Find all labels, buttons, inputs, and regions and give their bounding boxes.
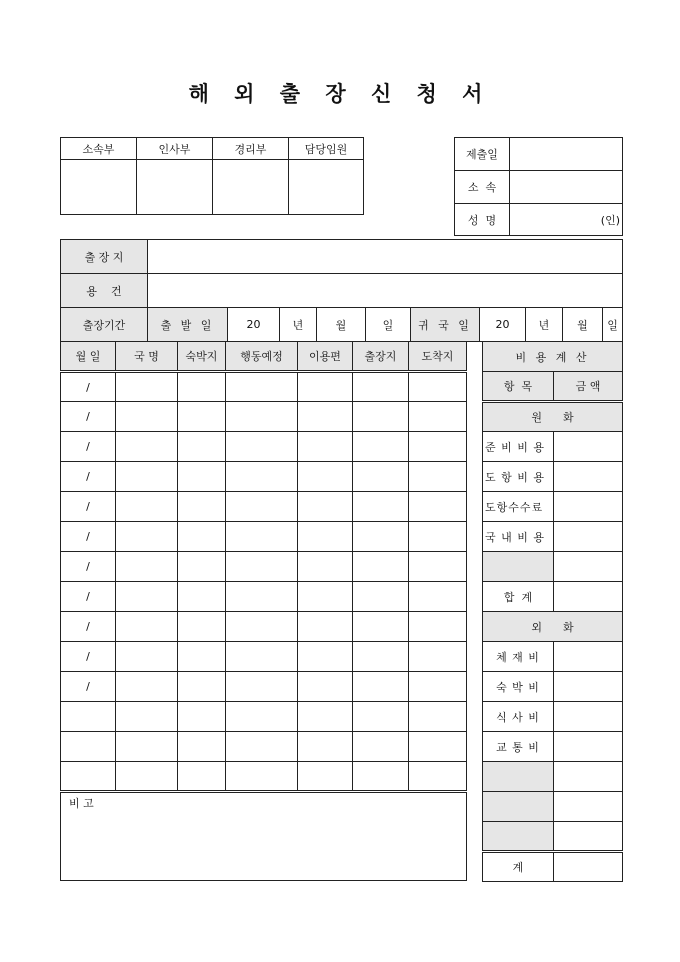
expense-item-label: 국 내 비 용 [483,522,554,552]
expense-item-label: 준 비 비 용 [483,432,554,462]
itinerary-cell-arrival-place[interactable] [409,582,467,612]
itinerary-cell-departure-place[interactable] [353,732,409,762]
return-month-unit: 월 [563,308,603,342]
itinerary-cell-lodging[interactable] [178,582,226,612]
itinerary-cell-transport[interactable] [298,402,353,432]
itinerary-cell-departure-place[interactable] [353,462,409,492]
return-year-unit: 년 [526,308,563,342]
date-slash: / [86,620,90,633]
itinerary-cell-transport[interactable] [298,462,353,492]
itinerary-cell-departure-place[interactable] [353,612,409,642]
expense-amount-field[interactable] [554,642,623,672]
itinerary-row [61,522,467,552]
purpose-label: 용 건 [61,274,148,308]
expense-row [483,762,623,792]
itinerary-cell-departure-place[interactable] [353,432,409,462]
itinerary-cell-country[interactable] [116,642,178,672]
date-slash: / [86,530,90,543]
itinerary-cell-arrival-place[interactable] [409,702,467,732]
itinerary-cell-lodging[interactable] [178,432,226,462]
itinerary-cell-country[interactable] [116,762,178,792]
itinerary-row [61,462,467,492]
destination-field[interactable] [148,240,623,274]
itinerary-cell-date[interactable] [61,402,116,432]
itinerary-cell-date[interactable] [61,732,116,762]
expense-row [483,852,623,882]
itinerary-cell-country[interactable] [116,552,178,582]
expense-amount-field[interactable] [554,432,623,462]
expense-row [483,612,623,642]
itinerary-cell-transport[interactable] [298,642,353,672]
depart-month-unit: 월 [317,308,366,342]
itinerary-row [61,642,467,672]
itinerary-cell-date[interactable] [61,462,116,492]
itinerary-cell-schedule[interactable] [226,762,298,792]
submit-name-field[interactable] [510,204,623,236]
itinerary-cell-lodging[interactable] [178,702,226,732]
expense-row [483,462,623,492]
date-slash: / [86,650,90,663]
itinerary-row [61,582,467,612]
expense-item-label [483,792,554,822]
expense-amount-field[interactable] [554,702,623,732]
itinerary-cell-transport[interactable] [298,432,353,462]
itinerary-row [61,612,467,642]
seal-mark: (인) [600,213,620,227]
date-slash: / [86,590,90,603]
itinerary-cell-lodging[interactable] [178,552,226,582]
itinerary-cell-country[interactable] [116,672,178,702]
expense-amount-field[interactable] [554,582,623,612]
itinerary-cell-schedule[interactable] [226,552,298,582]
return-year-prefix: 20 [480,308,526,342]
itinerary-cell-schedule[interactable] [226,462,298,492]
itinerary-row [61,372,467,402]
itinerary-cell-country[interactable] [116,462,178,492]
itinerary-cell-lodging[interactable] [178,462,226,492]
itinerary-cell-departure-place[interactable] [353,372,409,402]
itinerary-cell-transport[interactable] [298,702,353,732]
itinerary-row [61,672,467,702]
itinerary-cell-lodging[interactable] [178,732,226,762]
expense-item-header: 항 목 [483,372,554,402]
itinerary-cell-country[interactable] [116,732,178,762]
itinerary-cell-departure-place[interactable] [353,672,409,702]
expense-row [483,732,623,762]
itinerary-cell-lodging[interactable] [178,612,226,642]
itinerary-cell-departure-place[interactable] [353,492,409,522]
itinerary-row [61,702,467,732]
approval-stamp-executive[interactable] [289,160,364,215]
itinerary-cell-country[interactable] [116,582,178,612]
itinerary-cell-schedule[interactable] [226,582,298,612]
depart-year-prefix: 20 [228,308,280,342]
itinerary-cell-departure-place[interactable] [353,582,409,612]
expense-row [483,642,623,672]
itinerary-cell-schedule[interactable] [226,432,298,462]
note-label: 비 고 [69,797,94,810]
itinerary-header-country: 국 명 [116,342,178,372]
itinerary-cell-transport[interactable] [298,552,353,582]
itinerary-cell-country[interactable] [116,702,178,732]
itinerary-row [61,552,467,582]
itinerary-cell-arrival-place[interactable] [409,612,467,642]
expense-row [483,522,623,552]
grand-total-label: 계 [483,852,554,882]
approval-header-accounting: 경리부 [213,138,289,160]
itinerary-cell-country[interactable] [116,492,178,522]
itinerary-cell-arrival-place[interactable] [409,402,467,432]
itinerary-header-lodging: 숙박지 [178,342,226,372]
date-slash: / [86,560,90,573]
itinerary-cell-date[interactable] [61,522,116,552]
submit-name-label: 성 명 [455,204,510,236]
expense-item-label [483,822,554,852]
submit-date-field[interactable] [510,138,623,171]
expense-title: 비 용 계 산 [483,342,623,372]
itinerary-cell-transport[interactable] [298,582,353,612]
date-slash: / [86,470,90,483]
itinerary-cell-country[interactable] [116,612,178,642]
expense-amount-header: 금 액 [554,372,623,402]
expense-row [483,552,623,582]
itinerary-cell-schedule[interactable] [226,732,298,762]
expense-row [483,792,623,822]
itinerary-cell-arrival-place[interactable] [409,672,467,702]
fx-section-header: 외 화 [483,612,623,642]
itinerary-cell-lodging[interactable] [178,492,226,522]
itinerary-cell-schedule[interactable] [226,612,298,642]
expense-item-label: 숙 박 비 [483,672,554,702]
itinerary-cell-departure-place[interactable] [353,552,409,582]
itinerary-cell-arrival-place[interactable] [409,732,467,762]
expense-row [483,702,623,732]
itinerary-cell-country[interactable] [116,372,178,402]
itinerary-cell-country[interactable] [116,522,178,552]
expense-item-label: 도항수수료 [483,492,554,522]
expense-amount-field[interactable] [554,522,623,552]
expense-amount-field[interactable] [554,492,623,522]
itinerary-cell-transport[interactable] [298,522,353,552]
itinerary-row [61,402,467,432]
date-slash: / [86,410,90,423]
approval-stamp-accounting[interactable] [213,160,289,215]
itinerary-cell-lodging[interactable] [178,762,226,792]
expense-table [482,341,623,882]
expense-row [483,672,623,702]
expense-amount-field[interactable] [554,462,623,492]
submit-date-label: 제출일 [455,138,510,171]
itinerary-cell-transport[interactable] [298,672,353,702]
itinerary-header-schedule: 행동예정 [226,342,298,372]
itinerary-cell-lodging[interactable] [178,402,226,432]
itinerary-cell-date[interactable] [61,492,116,522]
itinerary-cell-arrival-place[interactable] [409,372,467,402]
expense-amount-field[interactable] [554,822,623,852]
itinerary-cell-date[interactable] [61,762,116,792]
itinerary-cell-departure-place[interactable] [353,642,409,672]
expense-item-label: 도 항 비 용 [483,462,554,492]
expense-amount-field[interactable] [554,852,623,882]
destination-label: 출 장 지 [61,240,148,274]
krw-total-label: 합 계 [483,582,554,612]
itinerary-cell-schedule[interactable] [226,372,298,402]
itinerary-cell-schedule[interactable] [226,702,298,732]
itinerary-cell-lodging[interactable] [178,642,226,672]
submit-dept-label: 소 속 [455,171,510,204]
trip-table [60,239,623,342]
expense-amount-field[interactable] [554,552,623,582]
itinerary-cell-schedule[interactable] [226,522,298,552]
itinerary-cell-departure-place[interactable] [353,762,409,792]
itinerary-cell-date[interactable] [61,672,116,702]
itinerary-cell-date[interactable] [61,582,116,612]
itinerary-cell-transport[interactable] [298,612,353,642]
itinerary-cell-arrival-place[interactable] [409,552,467,582]
itinerary-cell-transport[interactable] [298,762,353,792]
itinerary-cell-date[interactable] [61,372,116,402]
date-slash: / [86,500,90,513]
expense-amount-field[interactable] [554,792,623,822]
itinerary-header-transport: 이용편 [298,342,353,372]
approval-header-hr: 인사부 [137,138,213,160]
itinerary-row [61,492,467,522]
expense-amount-field[interactable] [554,762,623,792]
approval-stamp-dept[interactable] [61,160,137,215]
itinerary-cell-date[interactable] [61,702,116,732]
expense-row [483,432,623,462]
itinerary-cell-transport[interactable] [298,492,353,522]
expense-item-label: 식 사 비 [483,702,554,732]
itinerary-cell-country[interactable] [116,402,178,432]
document-title: 해 외 출 장 신 청 서 [188,81,492,106]
itinerary-cell-lodging[interactable] [178,672,226,702]
expense-item-label [483,552,554,582]
krw-section-header: 원 화 [483,402,623,432]
itinerary-cell-departure-place[interactable] [353,702,409,732]
itinerary-cell-departure-place[interactable] [353,522,409,552]
period-label: 출장기간 [61,308,148,342]
itinerary-cell-arrival-place[interactable] [409,432,467,462]
itinerary-cell-lodging[interactable] [178,372,226,402]
itinerary-cell-departure-place[interactable] [353,402,409,432]
submitter-table [454,137,623,236]
expense-row [483,582,623,612]
approval-header-executive: 담당임원 [289,138,364,160]
expense-row [483,492,623,522]
itinerary-cell-date[interactable] [61,642,116,672]
itinerary-cell-schedule[interactable] [226,402,298,432]
date-slash: / [86,680,90,693]
itinerary-cell-transport[interactable] [298,372,353,402]
itinerary-cell-schedule[interactable] [226,672,298,702]
note-field[interactable] [61,792,467,881]
expense-row [483,822,623,852]
approval-stamp-hr[interactable] [137,160,213,215]
return-date-label: 귀 국 일 [411,308,480,342]
itinerary-cell-schedule[interactable] [226,492,298,522]
depart-year-unit: 년 [280,308,317,342]
expense-item-label: 체 재 비 [483,642,554,672]
itinerary-cell-arrival-place[interactable] [409,762,467,792]
itinerary-header-date: 월 일 [61,342,116,372]
itinerary-row [61,762,467,792]
date-slash: / [86,440,90,453]
itinerary-cell-schedule[interactable] [226,642,298,672]
expense-item-label [483,762,554,792]
itinerary-cell-date[interactable] [61,612,116,642]
submit-dept-field[interactable] [510,171,623,204]
expense-item-label: 교 통 비 [483,732,554,762]
itinerary-cell-arrival-place[interactable] [409,492,467,522]
purpose-field[interactable] [148,274,623,308]
approval-table [60,137,364,215]
itinerary-cell-arrival-place[interactable] [409,462,467,492]
expense-amount-field[interactable] [554,672,623,702]
depart-date-label: 출 발 일 [148,308,228,342]
itinerary-cell-arrival-place[interactable] [409,642,467,672]
depart-day-unit: 일 [366,308,411,342]
itinerary-cell-country[interactable] [116,432,178,462]
itinerary-cell-lodging[interactable] [178,522,226,552]
itinerary-cell-arrival-place[interactable] [409,522,467,552]
itinerary-cell-date[interactable] [61,432,116,462]
return-day-unit: 일 [603,308,623,342]
expense-amount-field[interactable] [554,732,623,762]
date-slash: / [86,380,90,394]
approval-header-dept: 소속부 [61,138,137,160]
itinerary-header-departure-place: 출장지 [353,342,409,372]
itinerary-cell-date[interactable] [61,552,116,582]
itinerary-cell-transport[interactable] [298,732,353,762]
itinerary-row [61,732,467,762]
itinerary-row [61,432,467,462]
itinerary-header-arrival-place: 도착지 [409,342,467,372]
itinerary-table [60,341,467,881]
